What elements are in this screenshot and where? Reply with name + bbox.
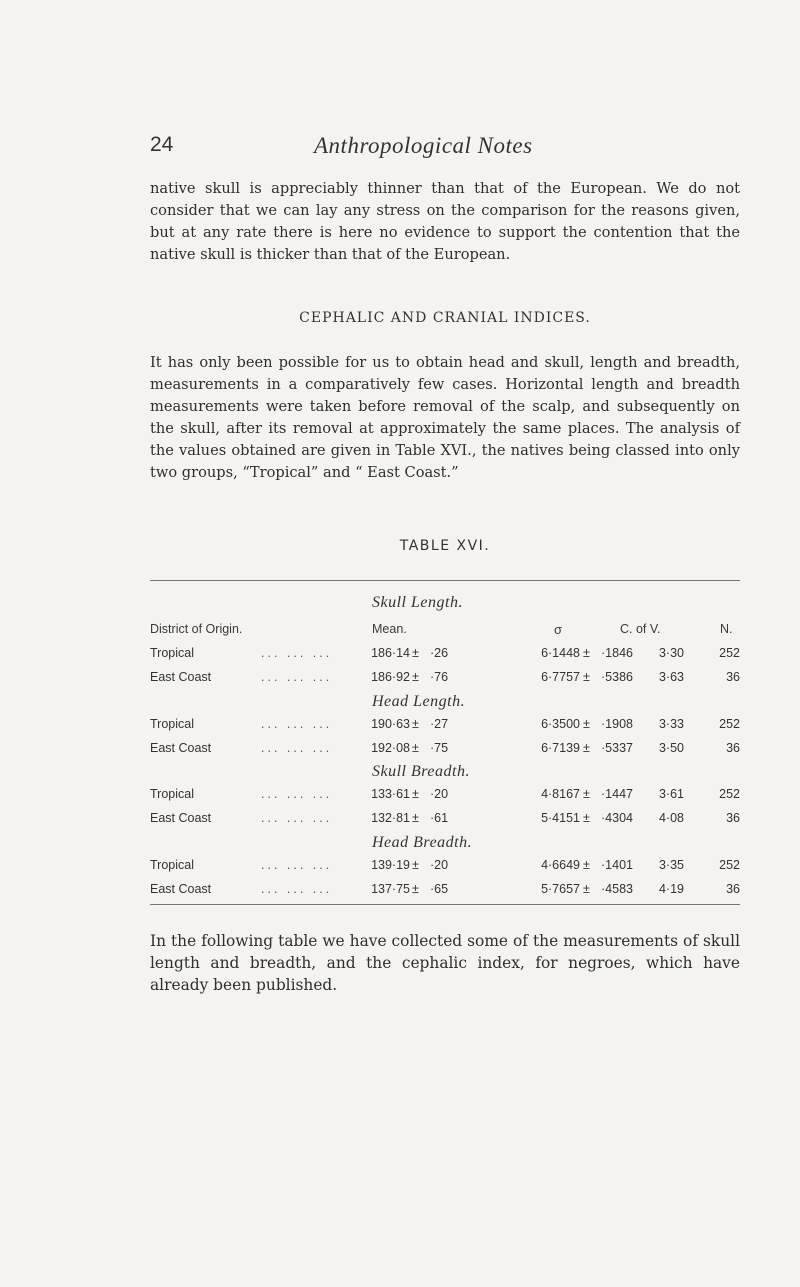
cell-cv: 3·30 [658, 646, 684, 660]
cell-mean: 137·75 [371, 882, 410, 896]
cell-leader: ... ... ... [261, 646, 333, 660]
column-header-district: District of Origin. [150, 622, 243, 636]
cell-mean-plus-minus: ± [412, 741, 419, 755]
cell-sigma-plus-minus: ± [583, 811, 590, 825]
cell-sigma-plus-minus: ± [583, 670, 590, 684]
cell-sigma-plus-minus: ± [583, 882, 590, 896]
table-row [150, 670, 740, 688]
cell-mean-plus-minus: ± [412, 717, 419, 731]
cell-sigma-error: ·4304 [601, 811, 633, 825]
cell-district: East Coast [150, 670, 212, 684]
cell-mean: 132·81 [371, 811, 410, 825]
paragraph-skull-thickness: native skull is appreciably thinner than that of the European. We do not consider that we can lay any stress on the comparison for the reasons given, but at any rate there is here no evidence to support the contention that the native skull is thicker than that of the European. [150, 180, 740, 263]
cell-leader: ... ... ... [261, 717, 333, 731]
cell-mean-error: ·20 [430, 858, 449, 872]
cell-mean-error: ·75 [430, 741, 449, 755]
cell-mean-error: ·20 [430, 787, 449, 801]
cell-district: Tropical [150, 717, 194, 731]
cell-sigma: 4·6649 [541, 858, 580, 872]
cell-leader: ... ... ... [261, 741, 333, 755]
cell-n: 36 [726, 670, 740, 684]
column-header-mean: Mean. [372, 622, 407, 636]
cell-mean-plus-minus: ± [412, 787, 419, 801]
cell-mean-error: ·61 [430, 811, 449, 825]
section-heading: CEPHALIC AND CRANIAL INDICES. [299, 310, 591, 326]
cell-sigma-error: ·1401 [601, 858, 633, 872]
cell-cv: 4·08 [658, 811, 684, 825]
cell-n: 36 [726, 741, 740, 755]
cell-sigma-error: ·4583 [601, 882, 633, 896]
cell-n: 252 [719, 858, 740, 872]
cell-sigma: 5·7657 [541, 882, 580, 896]
cell-leader: ... ... ... [261, 811, 333, 825]
cell-sigma: 6·7139 [541, 741, 580, 755]
cell-district: East Coast [150, 741, 212, 755]
cell-mean-plus-minus: ± [412, 858, 419, 872]
page-number: 24 [150, 133, 174, 156]
cell-sigma-error: ·1846 [601, 646, 633, 660]
cell-sigma: 4·8167 [541, 787, 580, 801]
table-row [150, 646, 740, 664]
cell-mean: 190·63 [371, 717, 410, 731]
cell-cv: 4·19 [658, 882, 684, 896]
paragraph-following-table: In the following table we have collected some of the measurements of skull length and breadth, and the cephalic index, for negroes, which have already been published. [150, 932, 740, 994]
cell-mean-plus-minus: ± [412, 882, 419, 896]
cell-sigma-plus-minus: ± [583, 646, 590, 660]
cell-sigma-error: ·5337 [601, 741, 633, 755]
cell-mean: 133·61 [371, 787, 410, 801]
cell-leader: ... ... ... [261, 670, 333, 684]
table-title: TABLE XVI. [399, 538, 491, 554]
cell-mean-error: ·76 [430, 670, 449, 684]
cell-cv: 3·63 [658, 670, 684, 684]
cell-sigma-error: ·1908 [601, 717, 633, 731]
cell-cv: 3·61 [658, 787, 684, 801]
table-bottom-rule [150, 904, 740, 905]
cell-mean-error: ·27 [430, 717, 449, 731]
cell-district: East Coast [150, 882, 212, 896]
cell-mean-plus-minus: ± [412, 646, 419, 660]
column-header-n: N. [720, 622, 733, 636]
cell-leader: ... ... ... [261, 882, 333, 896]
cell-leader: ... ... ... [261, 858, 333, 872]
cell-sigma: 6·3500 [541, 717, 580, 731]
cell-mean-plus-minus: ± [412, 670, 419, 684]
cell-sigma-plus-minus: ± [583, 717, 590, 731]
cell-district: East Coast [150, 811, 212, 825]
cell-mean-error: ·26 [430, 646, 449, 660]
cell-sigma: 6·7757 [541, 670, 580, 684]
cell-district: Tropical [150, 858, 194, 872]
cell-district: Tropical [150, 787, 194, 801]
table-row [150, 741, 740, 759]
column-header-sigma: σ [554, 622, 563, 637]
cell-mean: 186·14 [371, 646, 410, 660]
table-row [150, 717, 740, 735]
cell-n: 36 [726, 882, 740, 896]
page-header [150, 133, 750, 163]
cell-sigma: 6·1448 [541, 646, 580, 660]
column-header-cv: C. of V. [620, 622, 661, 636]
table-top-rule [150, 580, 740, 581]
cell-sigma: 5·4151 [541, 811, 580, 825]
cell-mean: 186·92 [371, 670, 410, 684]
cell-mean-error: ·65 [430, 882, 449, 896]
cell-sigma-plus-minus: ± [583, 858, 590, 872]
cell-n: 252 [719, 787, 740, 801]
cell-sigma-plus-minus: ± [583, 741, 590, 755]
cell-cv: 3·33 [658, 717, 684, 731]
cell-mean: 139·19 [371, 858, 410, 872]
book-page: 24 Anthropological Notes native skull is appreciably thinner than that of the European. We do not consider that we can lay any stress on the comparison for the reasons given, but at any rate there is here no evidence to support the contention that the native skull is thicker than that of the European. CEPHALIC AND CRANIAL INDICES. It has only been possible for us to obtain head and skull, length and breadth, measurements in a comparatively few cases. Horizontal length and breadth measurements were taken before removal of the scalp, and subsequently on the skull, after its removal at approximately the same places. The analysis of the values obtained are given in Table XVI., the natives being classed into only two groups, “Tropical” and “ East Coast.” TABLE XVI. Skull Length. District of Origin. Mean. σ C. of V. N. Tropical ... ... ... 186·14 ± ·26 6·1448 ± ·1846 3·30 252 East Coast ... ... ... 186·92 ± ·76 6·7757 ± ·5386 3·63 36 Head Length. Tropical ... ... ... 190·63 ± ·27 6·3500 ± ·1908 3·33 252 East Coast ... ... ... 192·08 ± ·75 6·7139 ± ·5337 3·50 36 [0, 0, 800, 1287]
cell-cv: 3·35 [658, 858, 684, 872]
cell-sigma-plus-minus: ± [583, 787, 590, 801]
cell-leader: ... ... ... [261, 787, 333, 801]
cell-sigma-error: ·1447 [601, 787, 633, 801]
paragraph-indices-intro: It has only been possible for us to obtain head and skull, length and breadth, measurements in a comparatively few cases. Horizontal length and breadth measurements were taken before removal of the scalp, and subsequently on the skull, after its removal at approximately the same places. The analysis of the values obtained are given in Table XVI., the natives being classed into only two groups, “Tropical” and “ East Coast.” [150, 354, 740, 481]
lower-table-layer: Skull Breadth. Tropical ... ... ... 133·61 ± ·20 4·8167 ± ·1447 3·61 252 East Coast ... ... ... 132·81 ± ·61 5·4151 ± ·4304 4·08 36 Head Breadth. Tropical ... ... ... 139·19 ± ·20 4·6649 ± ·1401 3·35 252 East Coast ... ... ... 137·75 ± ·65 5·7657 ± ·4583 4·19 36 [0, 0, 800, 1287]
table-column-headers [150, 622, 740, 640]
cell-n: 252 [719, 717, 740, 731]
cell-n: 252 [719, 646, 740, 660]
cell-sigma-error: ·5386 [601, 670, 633, 684]
cell-cv: 3·50 [658, 741, 684, 755]
cell-mean: 192·08 [371, 741, 410, 755]
running-title: Anthropological Notes [314, 133, 533, 158]
cell-n: 36 [726, 811, 740, 825]
cell-district: Tropical [150, 646, 194, 660]
cell-mean-plus-minus: ± [412, 811, 419, 825]
